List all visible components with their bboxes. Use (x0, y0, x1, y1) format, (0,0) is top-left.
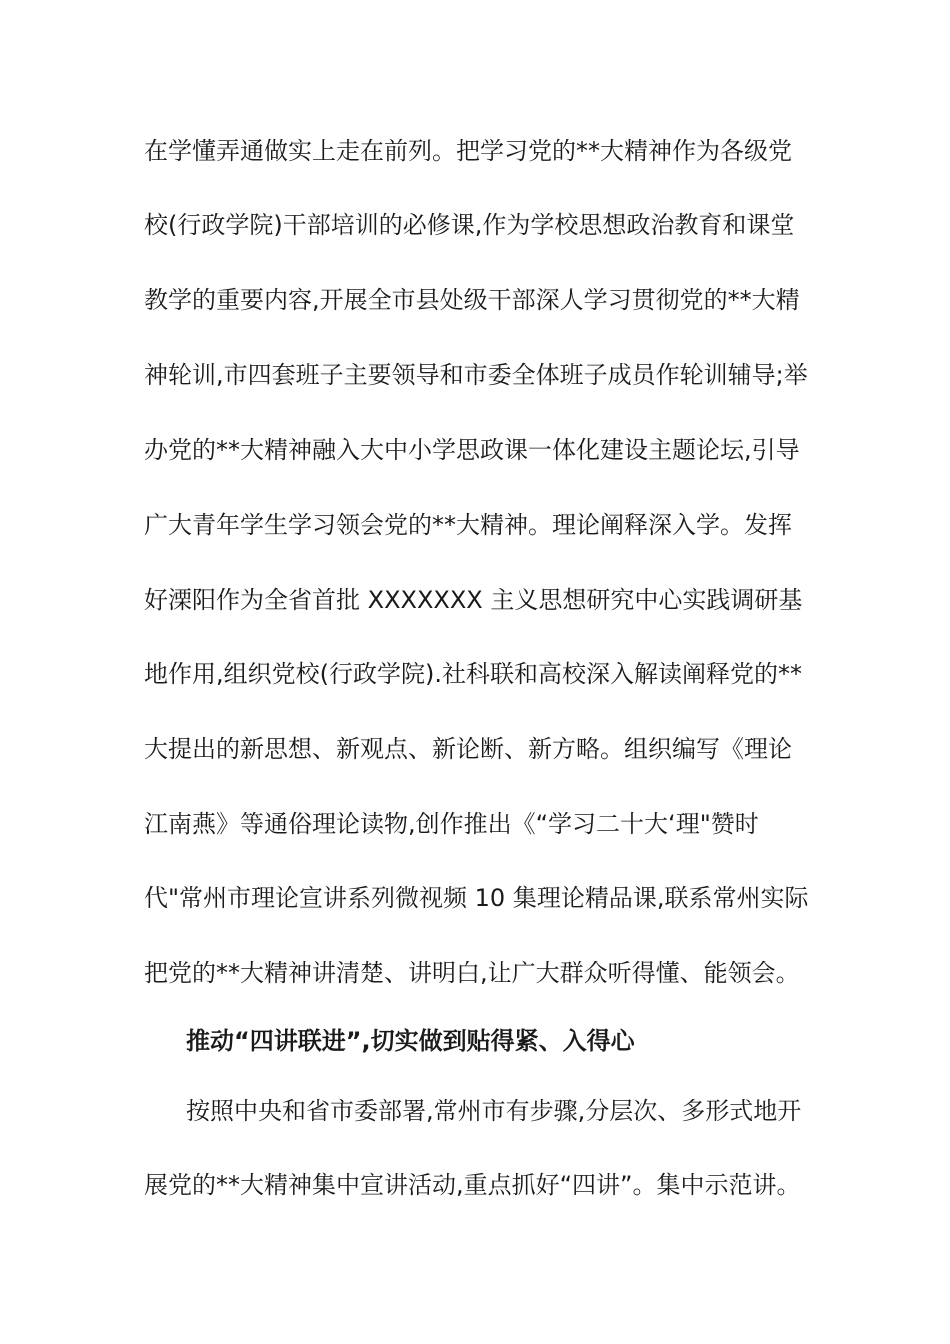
section-line: 展党的**大精神集中宣讲活动,重点抓好“四讲”。集中示范讲。 (144, 1171, 801, 1199)
section-line: 按照中央和省市委部署,常州市有步骤,分层次、多形式地开 (186, 1097, 802, 1125)
body-line: 把党的**大精神讲清楚、讲明白,让广大群众听得懂、能领会。 (144, 959, 800, 987)
body-line: 大提出的新思想、新观点、新论断、新方略。组织编写《理论 (144, 735, 792, 763)
body-line: 神轮训,市四套班子主要领导和市委全体班子成员作轮训辅导;举 (144, 361, 808, 389)
body-line: 校(行政学院)干部培训的必修课,作为学校思想政治教育和课堂 (144, 211, 795, 239)
body-line: 教学的重要内容,开展全市县处级干部深人学习贯彻党的**大精 (144, 286, 800, 314)
body-line: 江南燕》等通俗理论读物,创作推出《“学习二十大‘理"赞时 (144, 810, 759, 838)
body-line: 在学懂弄通做实上走在前列。把学习党的**大精神作为各级党 (144, 137, 792, 165)
section-heading: 推动“四讲联进”,切实做到贴得紧、入得心 (186, 1027, 635, 1055)
body-line: 地作用,组织党校(行政学院).社科联和高校深入解读阐释党的** (144, 660, 802, 688)
body-line: 广大青年学生学习领会党的**大精神。理论阐释深入学。发挥 (144, 511, 792, 539)
body-line: 好溧阳作为全省首批 XXXXXXX 主义思想研究中心实践调研基 (144, 586, 803, 614)
body-line: 代"常州市理论宣讲系列微视频 10 集理论精品课,联系常州实际 (144, 884, 809, 912)
body-line: 办党的**大精神融入大中小学思政课一体化建设主题论坛,引导 (144, 436, 800, 464)
